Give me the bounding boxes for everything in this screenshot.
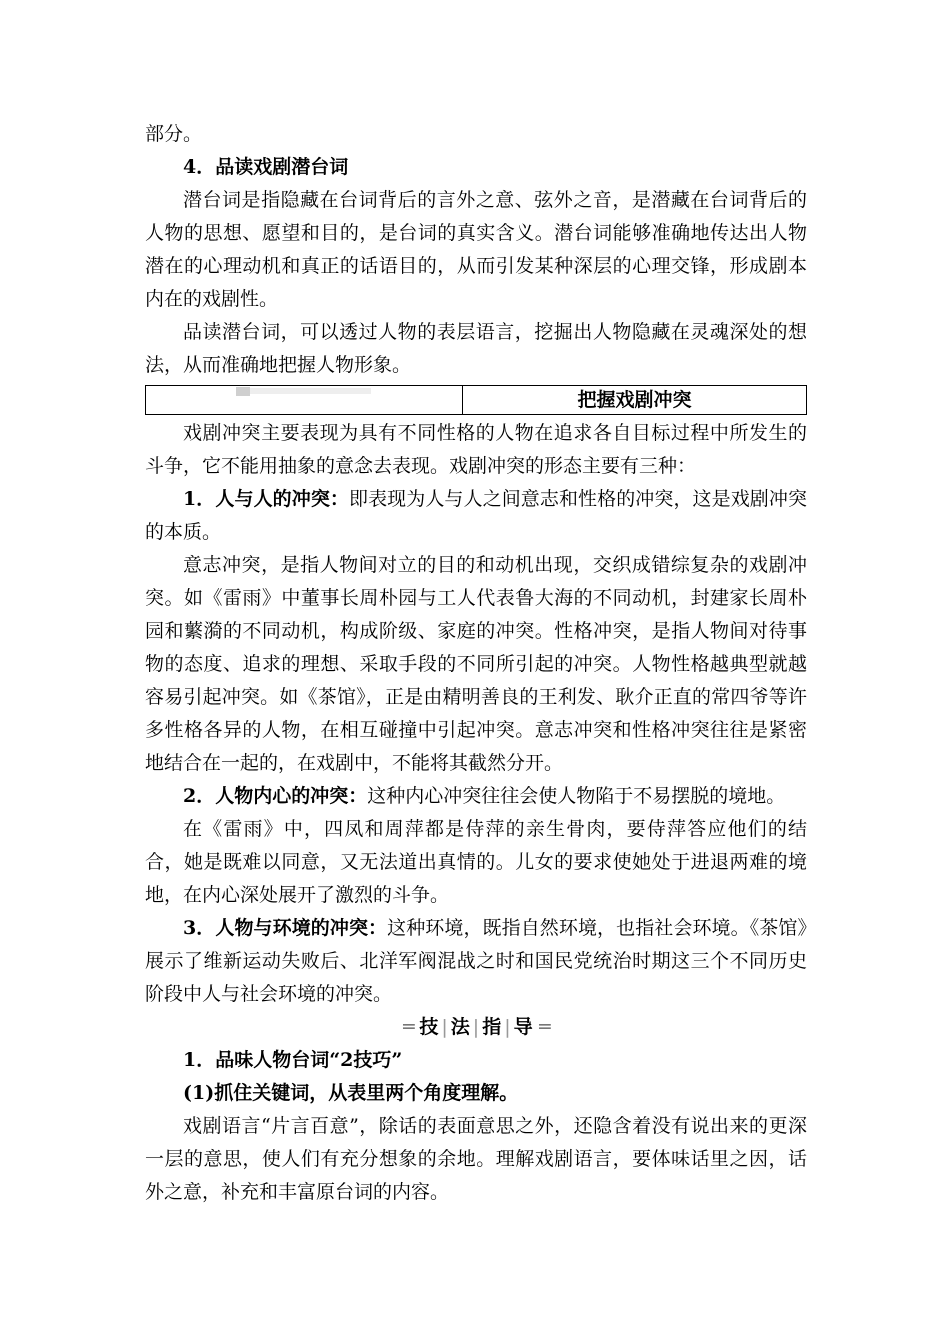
section-header-title: 把握戏剧冲突 [577, 389, 692, 411]
paragraph-drama-language: 戏剧语言“片言百意”，除话的表面意思之外，还隐含着没有说出来的更深一层的意思，使人们有充分想象的余地。理解戏剧语言，要体味话里之因，话外之意，补充和丰富原台词的内容。 [145, 1115, 807, 1203]
document-page [145, 118, 807, 1209]
conflict-type-3-text: 这种环境，既指自然环境，也指社会环境。《茶馆》展示了维新运动失败后、北洋军阀混战之时和国民党统治时期这三个不同历史阶段中人与社会环境的冲突。 [145, 917, 807, 1005]
banner-divider: | [472, 1016, 480, 1038]
banner-char-4: 导 [513, 1016, 533, 1038]
conflict-type-1-text: 即表现为人与人之间意志和性格的冲突，这是戏剧冲突的本质。 [145, 488, 807, 543]
conflict-type-3-label: 3．人物与环境的冲突： [183, 917, 388, 939]
banner-char-3: 指 [482, 1016, 502, 1038]
heading-number: 4． [183, 156, 216, 178]
decorative-bar [236, 388, 371, 394]
guide-heading-1: 1．品味人物台词“2技巧” [183, 1049, 403, 1071]
conflict-type-2-label: 2．人物内心的冲突： [183, 785, 368, 807]
paragraph-subtext-reading: 品读潜台词，可以透过人物的表层语言，挖掘出人物隐藏在灵魂深处的想法，从而准确地把握人物形象。 [145, 321, 807, 376]
section-header-left-cell [146, 386, 463, 414]
section-header-table [145, 385, 807, 415]
banner-char-1: 技 [419, 1016, 439, 1038]
conflict-type-1 [145, 483, 807, 549]
paragraph-subtext-definition: 潜台词是指隐藏在台词背后的言外之意、弦外之音，是潜藏在台词背后的人物的思想、愿望和目的，是台词的真实含义。潜台词能够准确地传达出人物潜在的心理动机和真正的话语目的，从而引发某种深层的心理交锋，形成剧本内在的戏剧性。 [145, 189, 807, 310]
paragraph-continuation: 部分。 [145, 123, 203, 145]
decorative-marker-icon [236, 387, 250, 396]
banner-divider: | [441, 1016, 448, 1038]
technique-guide-banner [145, 1011, 807, 1044]
banner-right-ornament-icon: ═ [539, 1016, 549, 1038]
guide-subheading-1: (1)抓住关键词，从表里两个角度理解。 [183, 1082, 519, 1104]
section-heading-4 [145, 151, 807, 184]
conflict-type-3 [145, 912, 807, 1011]
paragraph-will-character-conflict: 意志冲突，是指人物间对立的目的和动机出现，交织成错综复杂的戏剧冲突。如《雷雨》中董事长周朴园与工人代表鲁大海的不同动机，封建家长周朴园和蘩漪的不同动机，构成阶级、家庭的冲突。性格冲突，是指人物间对待事物的态度、追求的理想、采取手段的不同所引起的冲突。人物性格越典型就越容易引起冲突。如《茶馆》，正是由精明善良的王利发、耿介正直的常四爷等许多性格各异的人物，在相互碰撞中引起冲突。意志冲突和性格冲突往往是紧密地结合在一起的，在戏剧中，不能将其截然分开。 [145, 554, 807, 774]
banner-char-2: 法 [450, 1016, 470, 1038]
conflict-type-2 [145, 780, 807, 813]
paragraph-inner-conflict-example: 在《雷雨》中，四凤和周萍都是侍萍的亲生骨肉，要侍萍答应他们的结合，她是既难以同意，又无法道出真情的。儿女的要求使她处于进退两难的境地，在内心深处展开了激烈的斗争。 [145, 818, 807, 906]
conflict-type-2-text: 这种内心冲突往往会使人物陷于不易摆脱的境地。 [367, 785, 786, 807]
conflict-type-1-label: 1．人与人的冲突： [183, 488, 349, 510]
paragraph-conflict-intro: 戏剧冲突主要表现为具有不同性格的人物在追求各自目标过程中所发生的斗争，它不能用抽象的意念去表现。戏剧冲突的形态主要有三种： [145, 422, 807, 477]
banner-divider: | [504, 1016, 511, 1038]
heading-text: 品读戏剧潜台词 [215, 156, 349, 178]
banner-left-ornament-icon: ═ [403, 1016, 413, 1038]
